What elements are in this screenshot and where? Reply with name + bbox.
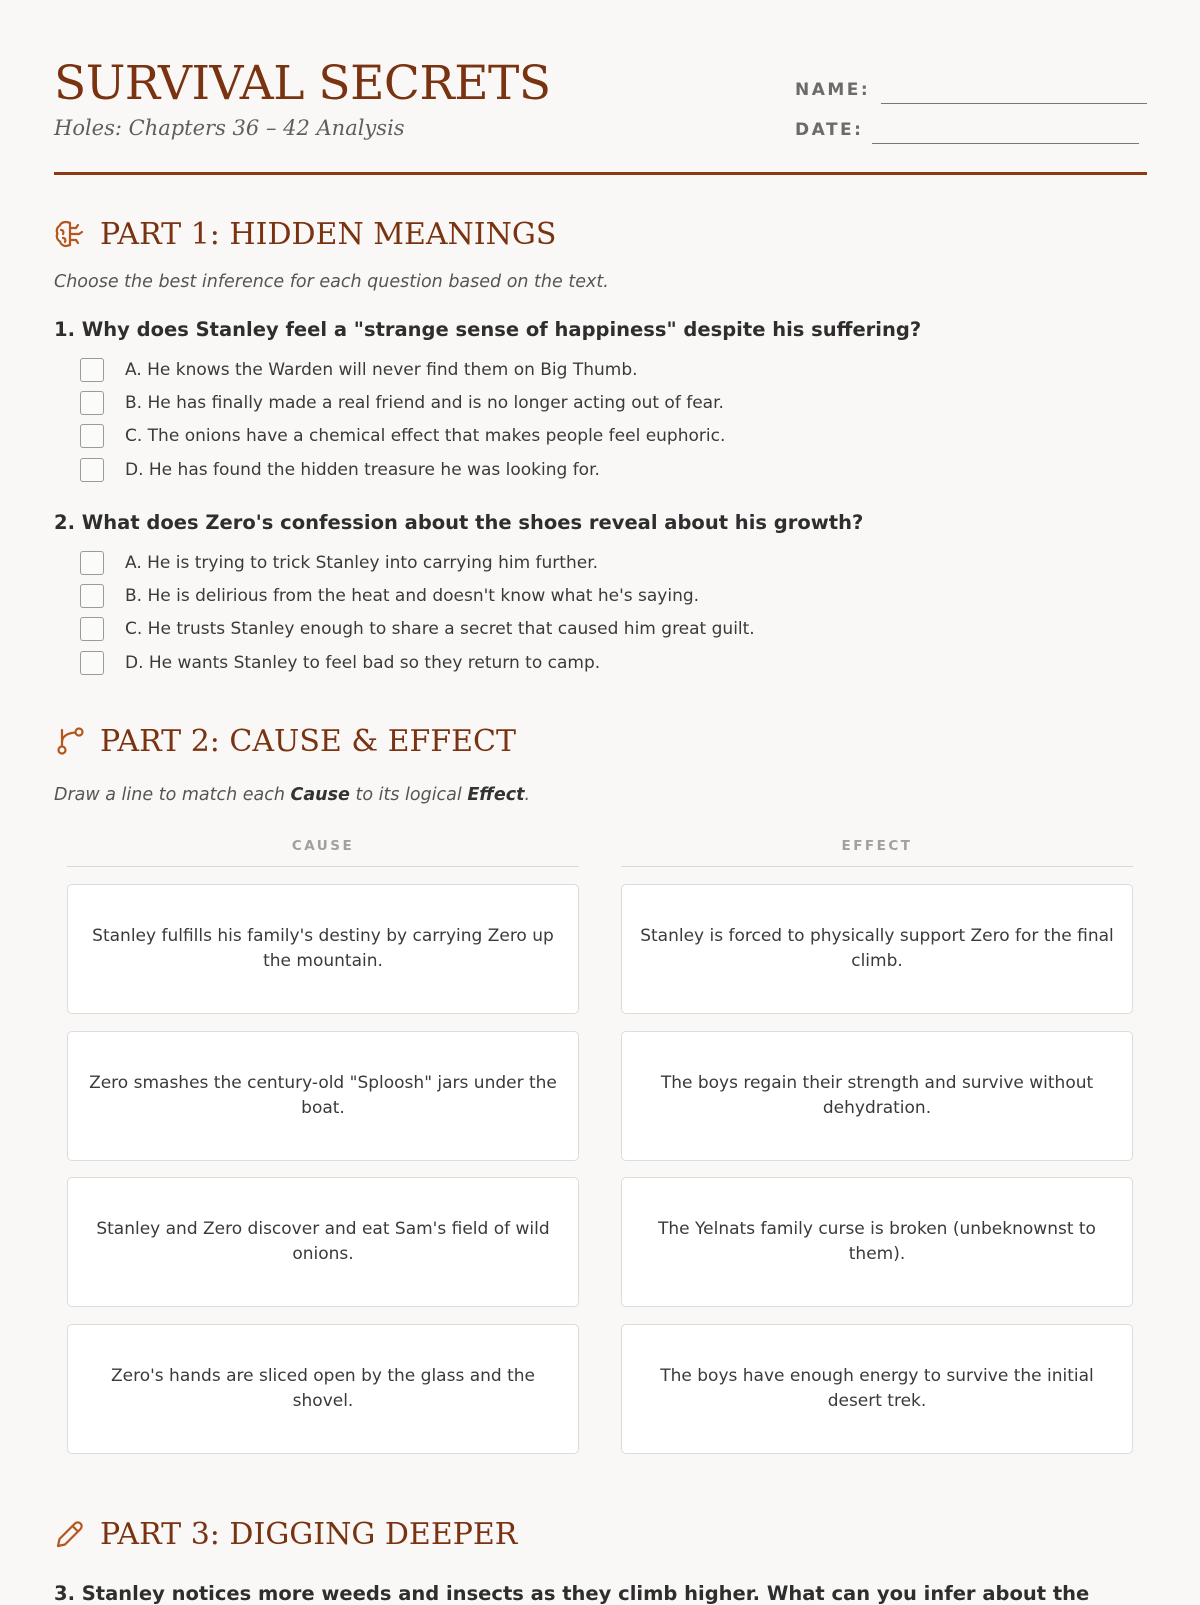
part3-heading <box>54 1514 517 1554</box>
q2-option-b[interactable] <box>80 582 699 610</box>
option-label: C. The onions have a chemical effect that makes people feel euphoric. <box>125 426 726 446</box>
part2-instructions: Draw a line to match each Cause to its logical Effect. <box>54 785 531 805</box>
cause-card-4[interactable]: Zero's hands are sliced open by the glass and the shovel. <box>67 1324 579 1454</box>
q1-option-a[interactable] <box>80 356 638 384</box>
name-label: NAME: <box>795 80 871 100</box>
option-label: D. He wants Stanley to feel bad so they return to camp. <box>125 653 601 673</box>
checkbox[interactable] <box>80 424 104 448</box>
checkbox[interactable] <box>80 651 104 675</box>
part2-title: PART 2: CAUSE & EFFECT <box>100 723 516 759</box>
q2-option-d[interactable] <box>80 649 600 677</box>
checkbox[interactable] <box>80 458 104 482</box>
part2-heading <box>54 721 516 761</box>
effect-card-4[interactable]: The boys have enough energy to survive the initial desert trek. <box>621 1324 1133 1454</box>
worksheet-title: SURVIVAL SECRETS <box>54 56 551 111</box>
option-label: C. He trusts Stanley enough to share a secret that caused him great guilt. <box>125 619 755 639</box>
effect-card-1[interactable]: Stanley is forced to physically support Zero for the final climb. <box>621 884 1133 1014</box>
checkbox[interactable] <box>80 551 104 575</box>
option-label: A. He knows the Warden will never find them on Big Thumb. <box>125 360 638 380</box>
checkbox[interactable] <box>80 391 104 415</box>
checkbox[interactable] <box>80 584 104 608</box>
part3-title: PART 3: DIGGING DEEPER <box>100 1516 518 1552</box>
option-label: D. He has found the hidden treasure he was looking for. <box>125 460 600 480</box>
route-icon <box>54 725 86 757</box>
cause-column-header: CAUSE <box>67 838 579 867</box>
checkbox[interactable] <box>80 358 104 382</box>
q2-option-a[interactable] <box>80 549 598 577</box>
question-1: 1. Why does Stanley feel a "strange sense of happiness" despite his suffering? <box>54 318 922 341</box>
q1-option-c[interactable] <box>80 422 725 450</box>
q2-option-c[interactable] <box>80 615 755 643</box>
option-label: B. He is delirious from the heat and doesn't know what he's saying. <box>125 586 700 606</box>
question-2: 2. What does Zero's confession about the shoes reveal about his growth? <box>54 511 864 534</box>
option-label: A. He is trying to trick Stanley into carrying him further. <box>125 553 599 573</box>
question-3: 3. Stanley notices more weeds and insects as they climb higher. What can you infer about the <box>54 1582 1090 1605</box>
option-label: B. He has finally made a real friend and is no longer acting out of fear. <box>125 393 724 413</box>
checkbox[interactable] <box>80 617 104 641</box>
worksheet-subtitle: Holes: Chapters 36 – 42 Analysis <box>54 116 405 140</box>
cause-word: Cause <box>290 785 350 805</box>
effect-column-header: EFFECT <box>621 838 1133 867</box>
name-line[interactable] <box>881 103 1147 104</box>
q1-option-d[interactable] <box>80 456 600 484</box>
q1-option-b[interactable] <box>80 389 724 417</box>
cause-card-1[interactable]: Stanley fulfills his family's destiny by carrying Zero up the mountain. <box>67 884 579 1014</box>
worksheet-header <box>54 56 1147 175</box>
effect-word: Effect <box>467 785 525 805</box>
effect-card-3[interactable]: The Yelnats family curse is broken (unbeknownst to them). <box>621 1177 1133 1307</box>
date-line[interactable] <box>872 143 1139 144</box>
effect-card-2[interactable]: The boys regain their strength and survive without dehydration. <box>621 1031 1133 1161</box>
brain-icon <box>54 218 86 250</box>
part1-title: PART 1: HIDDEN MEANINGS <box>100 216 557 252</box>
pencil-icon <box>54 1518 86 1550</box>
part1-heading <box>54 214 556 254</box>
date-label: DATE: <box>795 120 864 140</box>
part1-instructions: Choose the best inference for each question based on the text. <box>54 272 609 292</box>
cause-card-3[interactable]: Stanley and Zero discover and eat Sam's field of wild onions. <box>67 1177 579 1307</box>
cause-card-2[interactable]: Zero smashes the century-old "Sploosh" jars under the boat. <box>67 1031 579 1161</box>
